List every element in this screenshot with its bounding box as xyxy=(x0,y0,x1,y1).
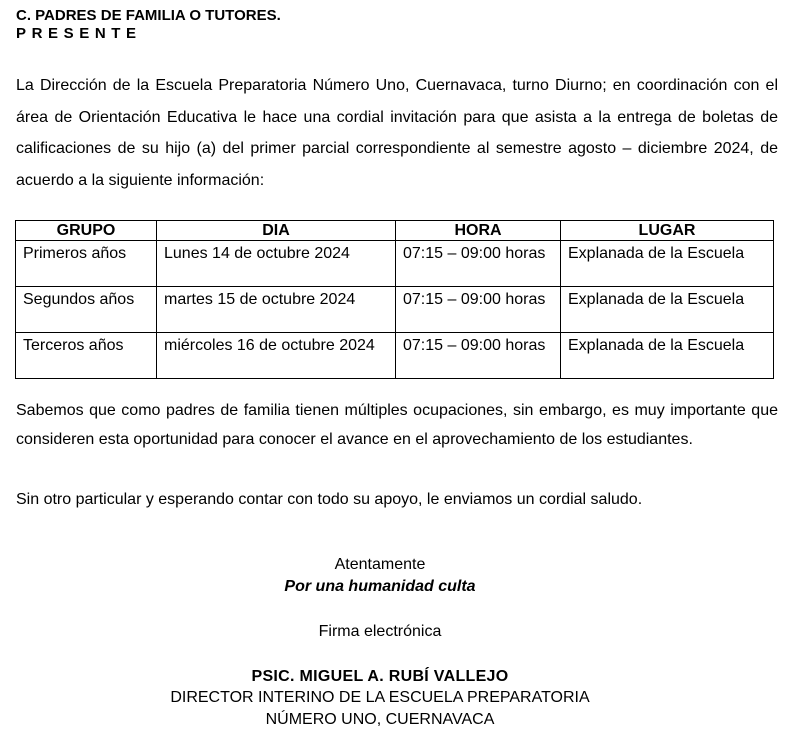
intro-paragraph: La Dirección de la Escuela Preparatoria Número Uno, Cuernavaca, turno Diurno; en coordinación con el área de Orientación Educativa le hace una cordial invitación para que asista a la entrega de boletas de calificaciones de su hijo (a) del primer parcial correspondiente al semestre agosto – diciembre 2024, de acuerdo a la siguiente información: xyxy=(16,77,778,189)
header-hora: HORA xyxy=(396,221,561,241)
header-dia: DIA xyxy=(157,221,396,241)
cell-grupo: Segundos años xyxy=(16,287,157,333)
cell-hora: 07:15 – 09:00 horas xyxy=(396,241,561,287)
signer-name: PSIC. MIGUEL A. RUBÍ VALLEJO xyxy=(251,668,509,685)
cell-grupo: Terceros años xyxy=(16,333,157,379)
cell-dia: miércoles 16 de octubre 2024 xyxy=(157,333,396,379)
cell-lugar: Explanada de la Escuela xyxy=(561,287,774,333)
motto: Por una humanidad culta xyxy=(284,578,476,595)
table-row xyxy=(16,333,774,379)
signature-label: Firma electrónica xyxy=(318,623,442,640)
third-paragraph: Sin otro particular y esperando contar con todo su apoyo, le enviamos un cordial saludo. xyxy=(16,491,643,508)
second-paragraph: Sabemos que como padres de familia tienen múltiples ocupaciones, sin embargo, es muy importante que consideren esta oportunidad para conocer el avance en el aprovechamiento de los estudiantes. xyxy=(16,402,778,448)
cell-dia: Lunes 14 de octubre 2024 xyxy=(157,241,396,287)
schedule-table xyxy=(15,220,774,379)
cell-hora: 07:15 – 09:00 horas xyxy=(396,333,561,379)
valediction: Atentamente xyxy=(334,556,426,573)
cell-grupo: Primeros años xyxy=(16,241,157,287)
recipient-line: C. PADRES DE FAMILIA O TUTORES. xyxy=(16,7,281,24)
table-row xyxy=(16,241,774,287)
header-lugar: LUGAR xyxy=(561,221,774,241)
cell-lugar: Explanada de la Escuela xyxy=(561,333,774,379)
cell-lugar: Explanada de la Escuela xyxy=(561,241,774,287)
signer-role-line2: NÚMERO UNO, CUERNAVACA xyxy=(265,711,495,728)
salutation-line: PRESENTE xyxy=(16,25,142,42)
schedule-header-row xyxy=(16,221,774,241)
header-grupo: GRUPO xyxy=(16,221,157,241)
table-row xyxy=(16,287,774,333)
cell-hora: 07:15 – 09:00 horas xyxy=(396,287,561,333)
signer-role-line1: DIRECTOR INTERINO DE LA ESCUELA PREPARATORIA xyxy=(170,689,590,706)
cell-dia: martes 15 de octubre 2024 xyxy=(157,287,396,333)
